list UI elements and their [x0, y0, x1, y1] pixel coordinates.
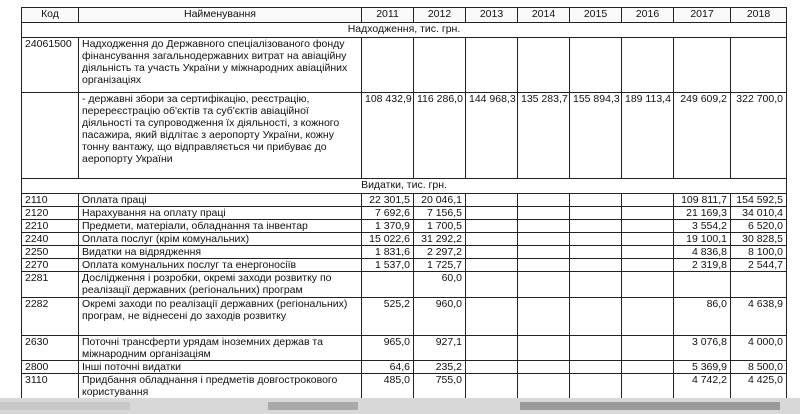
row-value: 7 156,5: [414, 207, 466, 220]
row-name: Окремі заходи по реалізації державних (регіональних) програм, не віднесені до заходів розвитку: [79, 297, 362, 335]
row-value: [518, 207, 570, 220]
header-cell: 2012: [414, 8, 466, 23]
row-value: [518, 259, 570, 272]
row-code: 2110: [22, 194, 79, 207]
row-value: [622, 297, 674, 335]
row-code: 2800: [22, 360, 79, 373]
row-code: 2281: [22, 272, 79, 297]
row-value: [622, 194, 674, 207]
row-name: Поточні трансферти урядам іноземних держав та міжнародним організаціям: [79, 335, 362, 360]
row-value: [622, 360, 674, 373]
row-value: 1 700,5: [414, 220, 466, 233]
row-code: 3110: [22, 373, 79, 398]
row-value: 249 609,2: [674, 93, 731, 179]
row-value: 108 432,9: [362, 93, 414, 179]
row-value: 135 283,7: [518, 93, 570, 179]
row-name: Придбання обладнання і предметів довгострокового користування: [79, 373, 362, 398]
row-name: - державні збори за сертифікацію, реєстрацію, перереєстрацію об'єктів та суб'єктів авіаційної діяльності та супроводження їх діяльності, з кожного пасажира, який відлітає з аеропорту України, кожну тонну вантажу, що відправляється чи прибуває до аеропорту України: [79, 93, 362, 179]
row-value: [466, 259, 518, 272]
row-name: Надходження до Державного спеціалізованого фонду фінансування загальнодержавних витрат на авіаційну діяльність та участь України у міжнародних авіаційних організаціях: [79, 38, 362, 93]
row-value: [466, 220, 518, 233]
row-code: [22, 93, 79, 179]
table-row: [22, 272, 787, 297]
row-value: 30 828,5: [731, 233, 787, 246]
row-value: [466, 335, 518, 360]
header-cell: 2015: [570, 8, 622, 23]
row-value: 31 292,2: [414, 233, 466, 246]
row-value: 3 554,2: [674, 220, 731, 233]
row-value: [466, 297, 518, 335]
row-value: 485,0: [362, 373, 414, 398]
row-value: [518, 220, 570, 233]
strip-segment: [0, 402, 130, 410]
row-code: 2210: [22, 220, 79, 233]
row-value: [570, 259, 622, 272]
row-value: [518, 297, 570, 335]
row-value: [518, 272, 570, 297]
row-value: [570, 272, 622, 297]
row-value: [518, 360, 570, 373]
row-code: 2270: [22, 259, 79, 272]
row-value: [570, 220, 622, 233]
table-row: [22, 297, 787, 335]
row-value: [570, 233, 622, 246]
row-value: [622, 259, 674, 272]
row-value: 4 638,9: [731, 297, 787, 335]
row-value: 322 700,0: [731, 93, 787, 179]
row-value: 755,0: [414, 373, 466, 398]
row-value: 1 725,7: [414, 259, 466, 272]
row-value: [466, 360, 518, 373]
row-value: [622, 373, 674, 398]
row-value: [622, 233, 674, 246]
row-value: [518, 373, 570, 398]
row-value: [570, 360, 622, 373]
strip-segment: [268, 402, 358, 410]
row-name: Предмети, матеріали, обладнання та інвентар: [79, 220, 362, 233]
row-value: 4 425,0: [731, 373, 787, 398]
row-value: [414, 38, 466, 93]
row-value: [466, 373, 518, 398]
header-cell: 2013: [466, 8, 518, 23]
table-row: [22, 233, 787, 246]
row-value: 235,2: [414, 360, 466, 373]
header-row: [22, 8, 787, 23]
table-row: [22, 246, 787, 259]
row-value: 19 100,1: [674, 233, 731, 246]
row-value: [362, 38, 414, 93]
strip-segment: [520, 402, 780, 410]
row-value: 1 831,6: [362, 246, 414, 259]
row-value: 20 046,1: [414, 194, 466, 207]
row-value: 8 100,0: [731, 246, 787, 259]
row-value: 2 319,8: [674, 259, 731, 272]
row-value: 960,0: [414, 297, 466, 335]
row-value: [674, 38, 731, 93]
row-value: 86,0: [674, 297, 731, 335]
header-cell: 2017: [674, 8, 731, 23]
row-name: Інші поточні видатки: [79, 360, 362, 373]
table-row: [22, 335, 787, 360]
row-value: [518, 194, 570, 207]
row-value: [731, 272, 787, 297]
row-name: Дослідження і розробки, окремі заходи розвитку по реалізації державних (регіональних) програм: [79, 272, 362, 297]
row-value: [466, 246, 518, 259]
row-value: 116 286,0: [414, 93, 466, 179]
row-value: [466, 38, 518, 93]
row-value: [570, 38, 622, 93]
row-value: [570, 246, 622, 259]
row-value: [622, 38, 674, 93]
row-value: 965,0: [362, 335, 414, 360]
row-value: [674, 272, 731, 297]
table-row: [22, 207, 787, 220]
row-code: 2630: [22, 335, 79, 360]
table-row: [22, 93, 787, 179]
row-value: 1 537,0: [362, 259, 414, 272]
row-value: [518, 246, 570, 259]
row-value: 3 076,8: [674, 335, 731, 360]
row-value: 4 836,8: [674, 246, 731, 259]
row-value: 7 692,6: [362, 207, 414, 220]
row-value: [622, 246, 674, 259]
row-code: 2282: [22, 297, 79, 335]
row-value: 60,0: [414, 272, 466, 297]
bottom-scrollbar-strip: [0, 398, 800, 414]
header-cell: 2016: [622, 8, 674, 23]
header-cell: Найменування: [79, 8, 362, 23]
row-value: [622, 220, 674, 233]
row-value: 6 520,0: [731, 220, 787, 233]
header-cell: 2018: [731, 8, 787, 23]
row-value: 5 369,9: [674, 360, 731, 373]
row-value: [570, 297, 622, 335]
header-cell: 2011: [362, 8, 414, 23]
row-value: [518, 38, 570, 93]
row-value: 927,1: [414, 335, 466, 360]
row-code: 24061500: [22, 38, 79, 93]
row-value: 22 301,5: [362, 194, 414, 207]
row-value: [570, 373, 622, 398]
row-code: 2250: [22, 246, 79, 259]
row-value: 155 894,3: [570, 93, 622, 179]
table-row: [22, 194, 787, 207]
row-name: Оплата комунальних послуг та енергоносіїв: [79, 259, 362, 272]
row-value: 4 000,0: [731, 335, 787, 360]
table-body: [22, 23, 787, 399]
row-value: [731, 38, 787, 93]
table-row: [22, 373, 787, 398]
row-value: [622, 207, 674, 220]
row-value: 8 500,0: [731, 360, 787, 373]
row-value: [518, 335, 570, 360]
row-value: 64,6: [362, 360, 414, 373]
row-code: 2120: [22, 207, 79, 220]
row-value: [466, 194, 518, 207]
table-row: [22, 220, 787, 233]
row-value: [466, 272, 518, 297]
row-code: 2240: [22, 233, 79, 246]
row-value: 2 544,7: [731, 259, 787, 272]
row-value: [622, 272, 674, 297]
table-row: [22, 38, 787, 93]
section-row-expense: [22, 179, 787, 194]
row-value: [466, 207, 518, 220]
row-value: 189 113,4: [622, 93, 674, 179]
header-cell: 2014: [518, 8, 570, 23]
row-value: [570, 335, 622, 360]
row-value: [622, 335, 674, 360]
row-value: 15 022,6: [362, 233, 414, 246]
row-value: 34 010,4: [731, 207, 787, 220]
row-name: Оплата послуг (крім комунальних): [79, 233, 362, 246]
row-value: [570, 194, 622, 207]
section-row-income: [22, 23, 787, 38]
header-cell: Код: [22, 8, 79, 23]
row-value: [466, 233, 518, 246]
row-name: Видатки на відрядження: [79, 246, 362, 259]
section-title-income: Надходження, тис. грн.: [22, 23, 787, 38]
row-value: 21 169,3: [674, 207, 731, 220]
row-value: 109 811,7: [674, 194, 731, 207]
row-value: 154 592,5: [731, 194, 787, 207]
row-value: [362, 272, 414, 297]
row-value: 525,2: [362, 297, 414, 335]
row-value: [518, 233, 570, 246]
row-name: Оплата праці: [79, 194, 362, 207]
table-row: [22, 259, 787, 272]
row-value: 1 370,9: [362, 220, 414, 233]
row-value: 4 742,2: [674, 373, 731, 398]
row-value: 144 968,3: [466, 93, 518, 179]
row-value: [570, 207, 622, 220]
row-value: 2 297,2: [414, 246, 466, 259]
budget-table: [21, 7, 787, 398]
section-title-expense: Видатки, тис. грн.: [22, 179, 787, 194]
table-row: [22, 360, 787, 373]
row-name: Нарахування на оплату праці: [79, 207, 362, 220]
